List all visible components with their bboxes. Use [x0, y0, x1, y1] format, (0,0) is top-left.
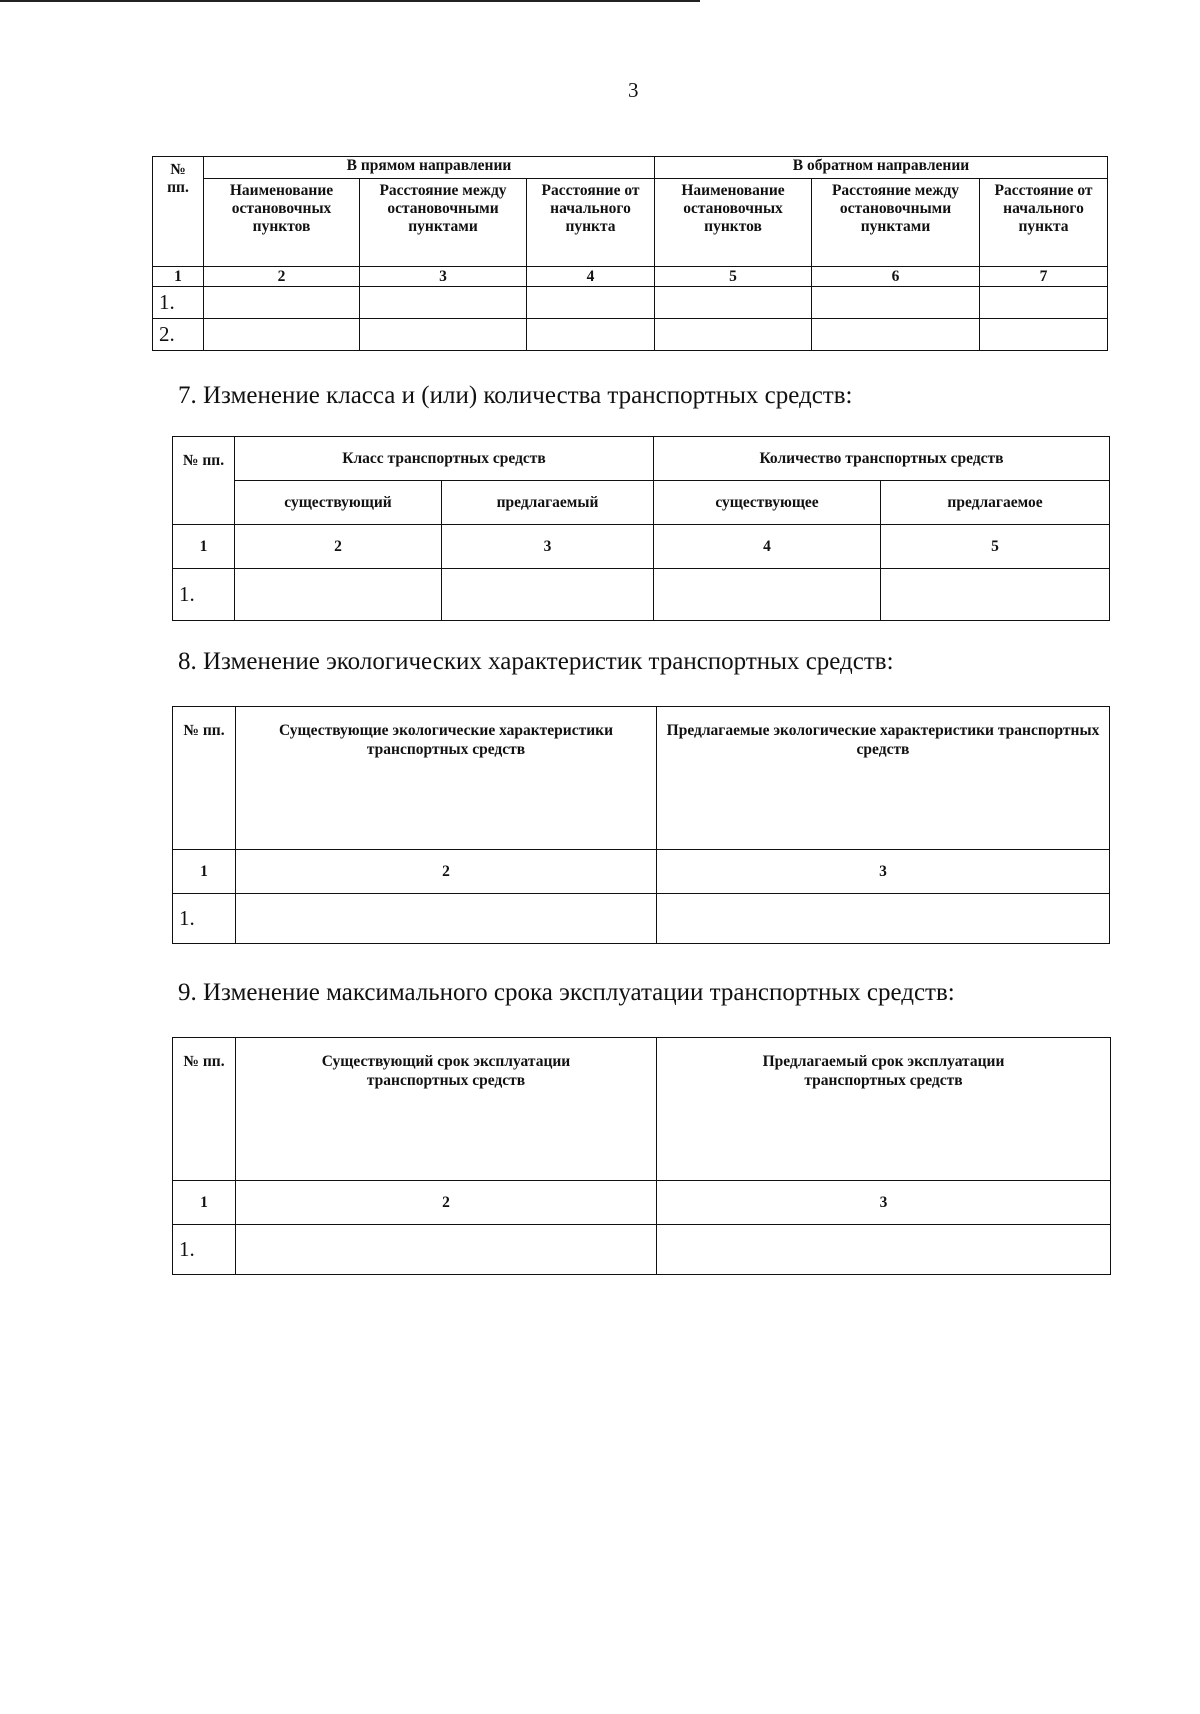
- col-number: 4: [527, 267, 655, 287]
- col-number: 7: [980, 267, 1108, 287]
- sub-existing-count: существующее: [654, 481, 881, 525]
- empty-cell: [657, 1225, 1111, 1275]
- col-number: 3: [657, 1181, 1111, 1225]
- table-row: [153, 287, 1108, 319]
- col-dist-between-reverse: Расстояние между остановочными пунктами: [812, 179, 980, 267]
- col-number: 2: [236, 850, 657, 894]
- empty-cell: [812, 287, 980, 319]
- col-no-header: № пп.: [173, 437, 235, 525]
- empty-cell: [204, 287, 360, 319]
- empty-cell: [527, 287, 655, 319]
- empty-cell: [360, 287, 527, 319]
- section9-heading: 9. Изменение максимального срока эксплуатации транспортных средств:: [178, 979, 955, 1006]
- empty-cell: [657, 894, 1110, 944]
- col-number: 3: [360, 267, 527, 287]
- col-existing-life: Существующий срок эксплуатации транспортных средств: [236, 1038, 657, 1181]
- col-dist-from-start-reverse: Расстояние от начального пункта: [980, 179, 1108, 267]
- col-proposed-life: Предлагаемый срок эксплуатации транспортных средств: [657, 1038, 1111, 1181]
- section7-heading: 7. Изменение класса и (или) количества транспортных средств:: [178, 382, 853, 409]
- table-row: [173, 1225, 1111, 1275]
- col-no-header: № пп.: [173, 707, 236, 850]
- empty-cell: [980, 319, 1108, 351]
- scan-top-edge: [0, 0, 700, 2]
- col-number: 1: [173, 1181, 236, 1225]
- service-life-table: [172, 1037, 1111, 1275]
- group-count-header: Количество транспортных средств: [654, 437, 1110, 481]
- table-row: [173, 894, 1110, 944]
- row-label: 2.: [153, 319, 204, 351]
- ecology-table: [172, 706, 1110, 944]
- page-number: 3: [628, 78, 639, 102]
- empty-cell: [360, 319, 527, 351]
- empty-cell: [235, 569, 442, 621]
- col-number: 2: [204, 267, 360, 287]
- col-number: 3: [657, 850, 1110, 894]
- row-label: 1.: [173, 569, 235, 621]
- row-label: 1.: [173, 894, 236, 944]
- sub-proposed-class: предлагаемый: [442, 481, 654, 525]
- col-number: 2: [235, 525, 442, 569]
- empty-cell: [655, 287, 812, 319]
- empty-cell: [442, 569, 654, 621]
- empty-cell: [654, 569, 881, 621]
- group-class-header: Класс транспортных средств: [235, 437, 654, 481]
- col-number: 3: [442, 525, 654, 569]
- empty-cell: [236, 894, 657, 944]
- col-dist-between-forward: Расстояние между остановочными пунктами: [360, 179, 527, 267]
- col-number: 5: [881, 525, 1110, 569]
- empty-cell: [527, 319, 655, 351]
- class-count-table: [172, 436, 1110, 621]
- col-existing-ecology: Существующие экологические характеристики транспортных средств: [236, 707, 657, 850]
- col-number: 1: [173, 850, 236, 894]
- empty-cell: [881, 569, 1110, 621]
- col-stop-name-reverse: Наименование остановочных пунктов: [655, 179, 812, 267]
- col-number: 2: [236, 1181, 657, 1225]
- col-number: 4: [654, 525, 881, 569]
- col-no-header: № пп.: [153, 157, 204, 267]
- row-label: 1.: [173, 1225, 236, 1275]
- table-row: [173, 569, 1110, 621]
- col-no-header: № пп.: [173, 1038, 236, 1181]
- col-number: 5: [655, 267, 812, 287]
- empty-cell: [204, 319, 360, 351]
- group-reverse-header: В обратном направлении: [655, 157, 1108, 179]
- group-forward-header: В прямом направлении: [204, 157, 655, 179]
- row-label: 1.: [153, 287, 204, 319]
- section8-heading: 8. Изменение экологических характеристик транспортных средств:: [178, 648, 894, 675]
- col-number: 6: [812, 267, 980, 287]
- empty-cell: [655, 319, 812, 351]
- table-row: [153, 319, 1108, 351]
- empty-cell: [812, 319, 980, 351]
- col-dist-from-start-forward: Расстояние от начального пункта: [527, 179, 655, 267]
- empty-cell: [236, 1225, 657, 1275]
- col-number: 1: [153, 267, 204, 287]
- col-number: 1: [173, 525, 235, 569]
- sub-existing-class: существующий: [235, 481, 442, 525]
- empty-cell: [980, 287, 1108, 319]
- sub-proposed-count: предлагаемое: [881, 481, 1110, 525]
- col-stop-name-forward: Наименование остановочных пунктов: [204, 179, 360, 267]
- stops-table: [152, 156, 1108, 351]
- col-proposed-ecology: Предлагаемые экологические характеристики транспортных средств: [657, 707, 1110, 850]
